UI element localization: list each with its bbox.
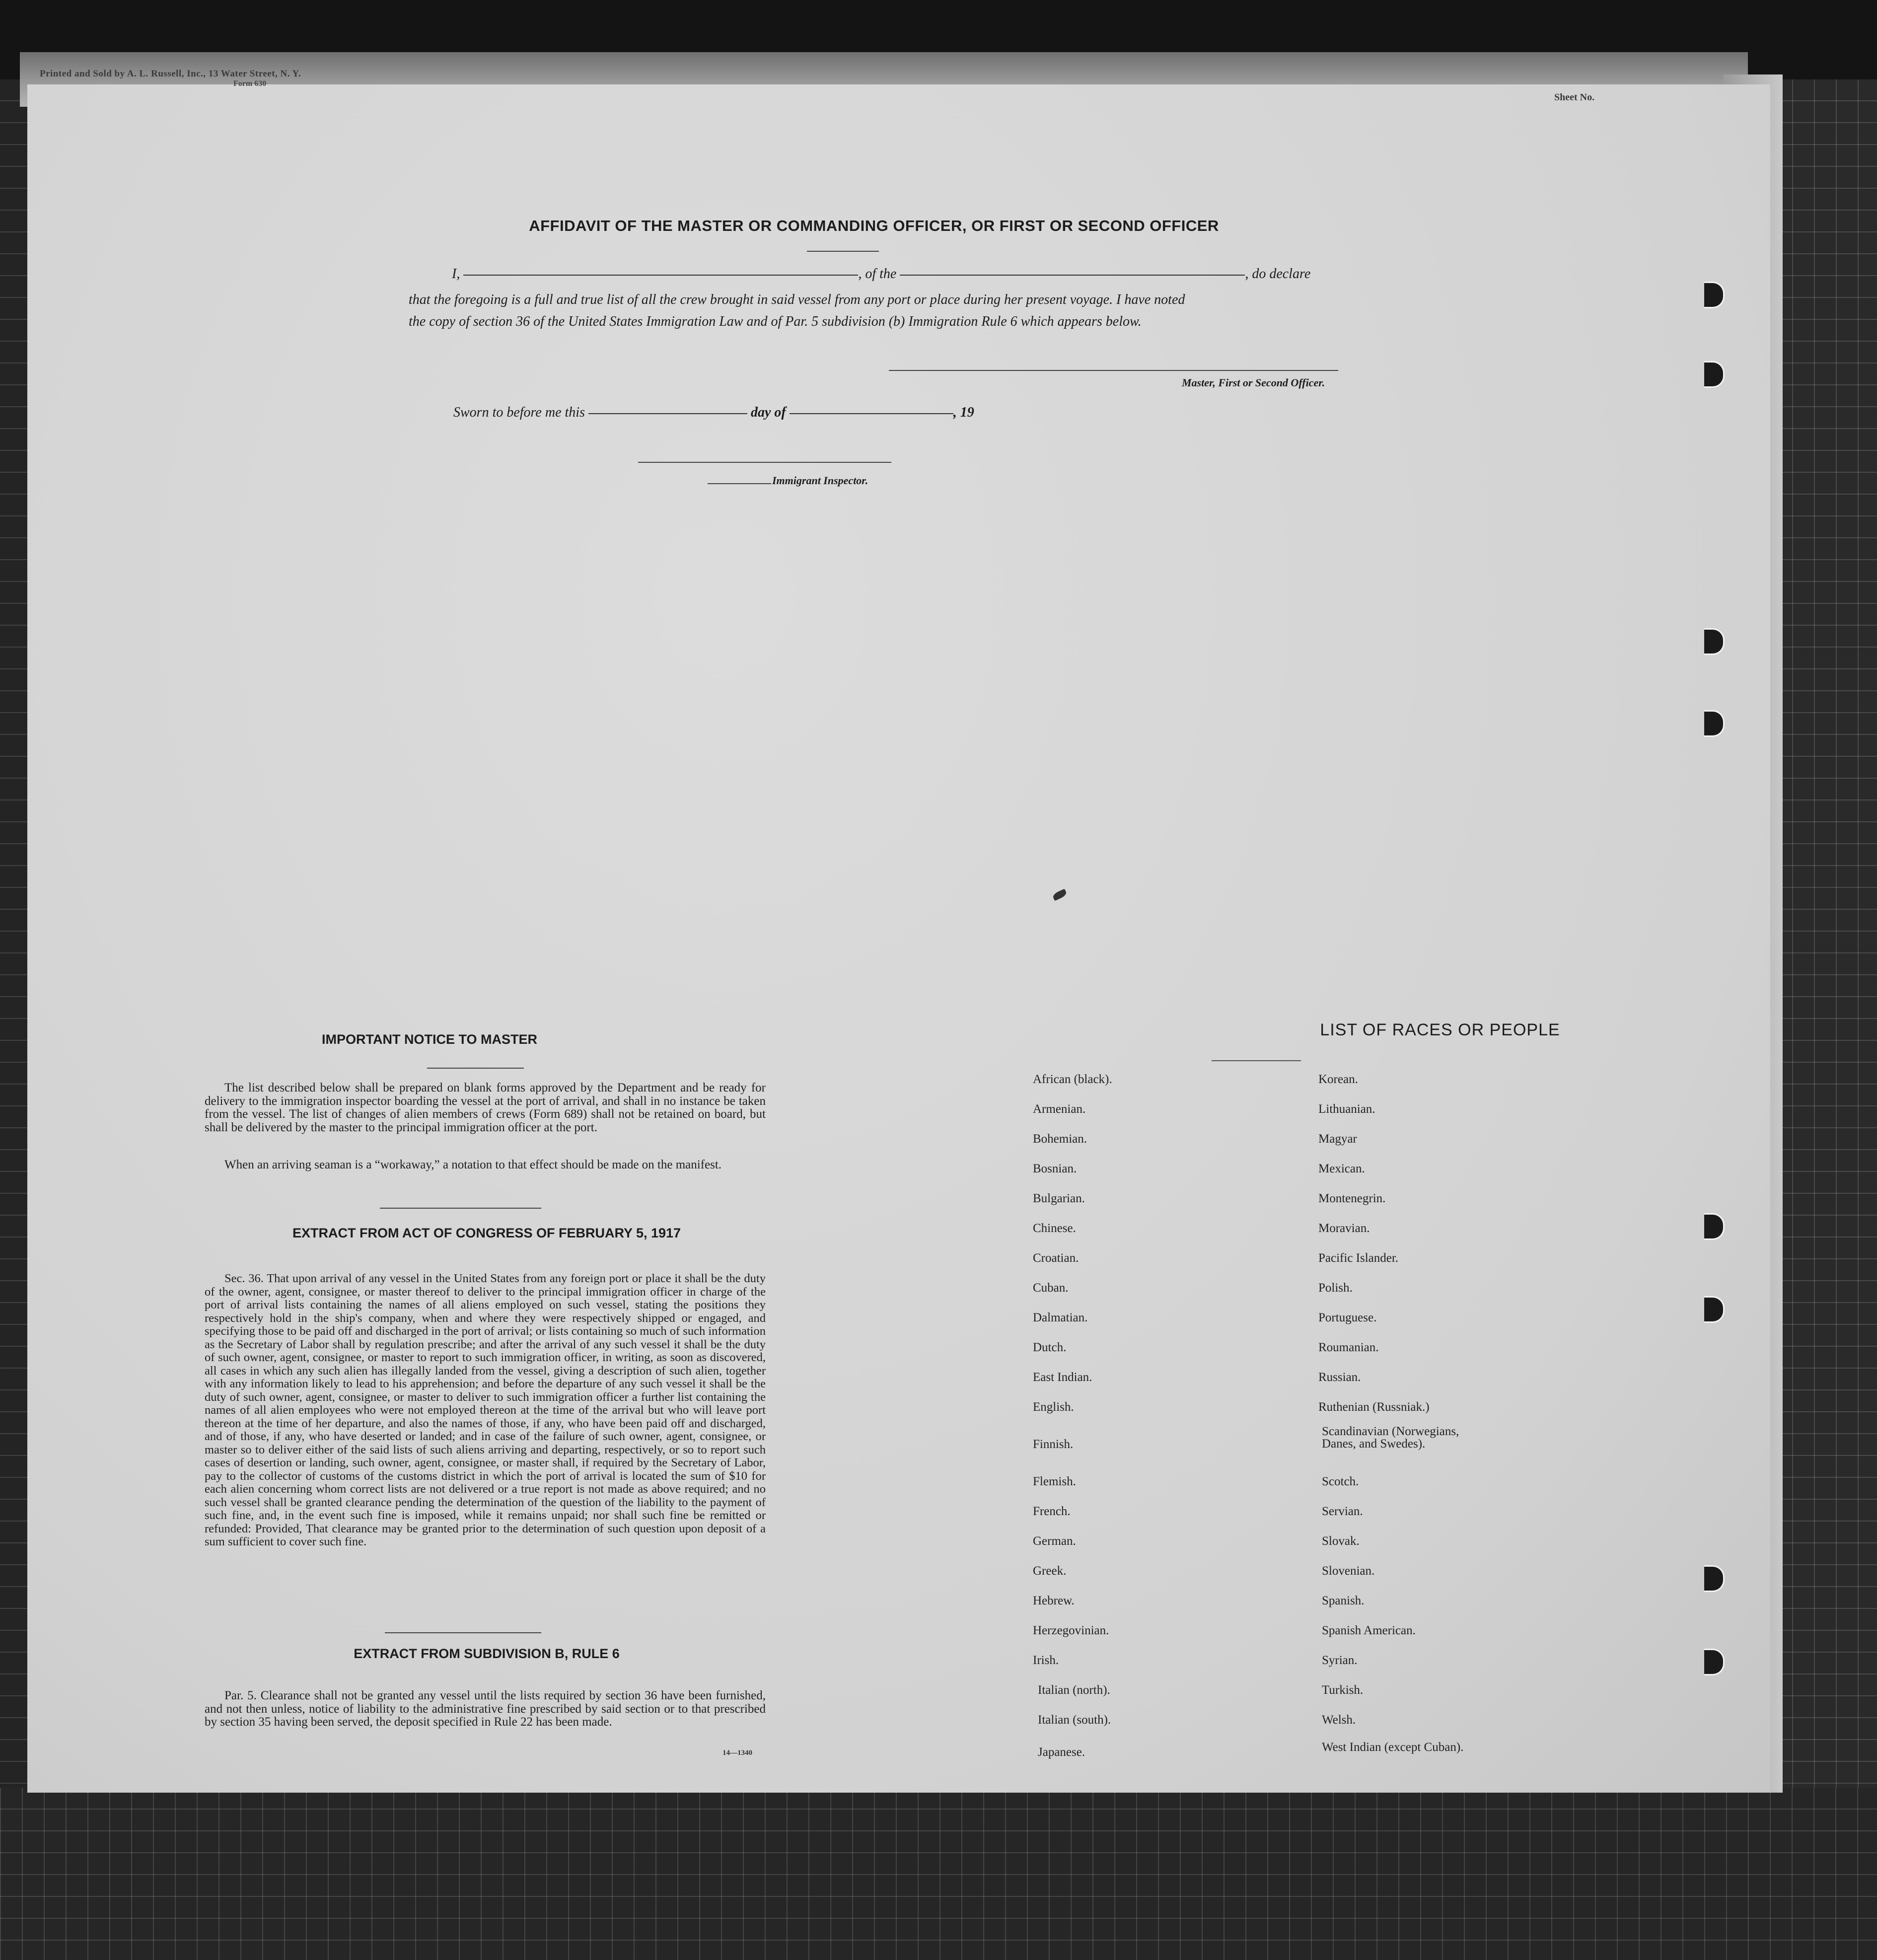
race-item: Italian (south). bbox=[1038, 1713, 1111, 1727]
race-item: African (black). bbox=[1033, 1073, 1112, 1086]
race-item: Portuguese. bbox=[1318, 1311, 1377, 1324]
notice-paragraph-2: When an arriving seaman is a “workaway,” a notation to that effect should be made on the manifest. bbox=[224, 1158, 722, 1171]
sworn-month-field[interactable] bbox=[790, 412, 953, 414]
race-item: Moravian. bbox=[1318, 1222, 1370, 1235]
binder-hole bbox=[1704, 1649, 1725, 1675]
race-item: Russian. bbox=[1318, 1371, 1361, 1384]
act-title: EXTRACT FROM ACT OF CONGRESS OF FEBRUARY 5, 1917 bbox=[292, 1226, 681, 1240]
race-item: Scotch. bbox=[1322, 1475, 1359, 1488]
race-item: German. bbox=[1033, 1534, 1076, 1548]
race-item: French. bbox=[1033, 1505, 1071, 1518]
master-name-field[interactable] bbox=[463, 274, 858, 276]
scan-background-left bbox=[0, 79, 27, 1788]
race-item: Dalmatian. bbox=[1033, 1311, 1088, 1324]
binder-hole bbox=[1704, 282, 1725, 308]
race-item: East Indian. bbox=[1033, 1371, 1092, 1384]
scan-background-bottom bbox=[0, 1788, 1877, 1960]
binder-hole bbox=[1704, 1565, 1725, 1592]
notice-paragraph-1: The list described below shall be prepared on blank forms approved by the Department and be ready for delivery to the immigration inspector boarding the vessel at the port of arrival, and shall in no instance be taken from the vessel. The list of changes of alien members of crews (Form 689) shall not be retained on board, but shall be delivered by the master to the principal immigration officer at the port. bbox=[205, 1081, 766, 1134]
race-item: Irish. bbox=[1033, 1654, 1059, 1667]
affidavit-line-1 bbox=[452, 266, 1310, 282]
affidavit-title: AFFIDAVIT OF THE MASTER OR COMMANDING OFFICER, OR FIRST OR SECOND OFFICER bbox=[529, 217, 1219, 234]
divider bbox=[385, 1632, 541, 1633]
race-item: Greek. bbox=[1033, 1564, 1067, 1578]
affidavit-i: I, bbox=[452, 266, 460, 282]
race-item: English. bbox=[1033, 1400, 1074, 1414]
race-item: Bulgarian. bbox=[1033, 1192, 1085, 1205]
divider bbox=[807, 251, 879, 252]
rule-paragraph: Par. 5. Clearance shall not be granted any vessel until the lists required by section 36 have been furnished, and not then unless, notice of liability to the administrative fine prescribed by said section or to that prescribed by section 35 having been served, the deposit specified in Rule 22 has been made. bbox=[205, 1689, 766, 1729]
binder-hole bbox=[1704, 628, 1725, 655]
race-item: Chinese. bbox=[1033, 1222, 1076, 1235]
race-item: Servian. bbox=[1322, 1505, 1363, 1518]
act-section-36: Sec. 36. That upon arrival of any vessel in the United States from any foreign port or place it shall be the duty of the owner, agent, consignee, or master thereof to deliver to the principal immigration officer in charge of the port of arrival lists containing the names of all aliens employed on such vessel, stating the positions they respectively hold in the ship's company, when and where they were respectively shipped or engaged, and specifying those to be paid off and discharged in the port of arrival; or lists containing so much of such information as the Secretary of Labor shall by regulation prescribe; and after the arrival of any such vessel it shall be the duty of such owner, agent, consignee, or master to report to such immigration officer, in writing, as soon as discovered, all cases in which any such alien has illegally landed from the vessel, giving a description of such alien, together with any information likely to lead to his apprehension; and before the departure of any such vessel it shall be the duty of such owner, agent, consignee, or master to deliver to such immigration officer a further list containing the names of all alien employees who were not employed thereon at the time of the arrival but who will leave port thereon at the time of her departure, and also the names of those, if any, who have been paid off and discharged, and of those, if any, who have deserted or landed; and in case of the failure of such owner, agent, consignee, or master so to deliver either of the said lists of such aliens arriving and departing, respectively, or so to report such cases of desertion or landing, such owner, agent, consignee, or master shall, if required by the Secretary of Labor, pay to the collector of customs of the customs district in which the port of arrival is located the sum of $10 for each alien concerning whom correct lists are not delivered or a true report is not made as above required; and no such vessel shall be granted clearance pending the determination of the question of the liability to the payment of such fine, and, in the event such fine is imposed, while it remains unpaid; nor shall such fine be remitted or refunded: Provided, That clearance may be granted prior to the determination of such question upon deposit of a sum sufficient to cover such fine. bbox=[205, 1272, 766, 1548]
race-item: Herzegovinian. bbox=[1033, 1624, 1109, 1637]
race-item: Montenegrin. bbox=[1318, 1192, 1386, 1205]
printer-imprint: Printed and Sold by A. L. Russell, Inc., 13 Water Street, N. Y. bbox=[40, 69, 301, 79]
sworn-day-of: day of bbox=[750, 405, 786, 420]
race-item: Ruthenian (Russniak.) bbox=[1318, 1400, 1430, 1414]
race-item: Flemish. bbox=[1033, 1475, 1076, 1488]
races-title: LIST OF RACES OR PEOPLE bbox=[1320, 1020, 1560, 1039]
race-item: Hebrew. bbox=[1033, 1594, 1075, 1607]
race-item: Roumanian. bbox=[1318, 1341, 1379, 1354]
sworn-line bbox=[453, 405, 974, 421]
race-item: Cuban. bbox=[1033, 1281, 1069, 1295]
race-item: Syrian. bbox=[1322, 1654, 1358, 1667]
race-item: Bosnian. bbox=[1033, 1162, 1077, 1175]
race-item: Pacific Islander. bbox=[1318, 1251, 1399, 1265]
sworn-year: , 19 bbox=[953, 405, 974, 420]
race-item: Bohemian. bbox=[1033, 1132, 1087, 1146]
inspector-signature-field[interactable] bbox=[638, 462, 891, 463]
race-item: Scandinavian (Norwegians, Danes, and Swedes). bbox=[1322, 1425, 1459, 1451]
affidavit-line-3: the copy of section 36 of the United States Immigration Law and of Par. 5 subdivision (b) Immigration Rule 6 which appears below. bbox=[409, 314, 1142, 329]
divider bbox=[380, 1208, 541, 1209]
notice-title: IMPORTANT NOTICE TO MASTER bbox=[322, 1032, 537, 1047]
scan-background-right bbox=[1770, 79, 1877, 1960]
race-item: Turkish. bbox=[1322, 1683, 1364, 1697]
race-item: Lithuanian. bbox=[1318, 1102, 1375, 1116]
vessel-name-field[interactable] bbox=[900, 274, 1245, 276]
race-item: Croatian. bbox=[1033, 1251, 1079, 1265]
spacer bbox=[1231, 1059, 1301, 1060]
race-item: Japanese. bbox=[1038, 1745, 1085, 1759]
form-number: Form 630 bbox=[233, 79, 267, 88]
race-item: Spanish. bbox=[1322, 1594, 1365, 1607]
race-item: Armenian. bbox=[1033, 1102, 1086, 1116]
affidavit-of-the: , of the bbox=[858, 266, 897, 282]
rule-title: EXTRACT FROM SUBDIVISION B, RULE 6 bbox=[354, 1646, 620, 1661]
master-signature-field[interactable] bbox=[889, 370, 1338, 371]
race-item: Mexican. bbox=[1318, 1162, 1365, 1175]
race-item: Spanish American. bbox=[1322, 1624, 1416, 1637]
divider bbox=[1212, 1060, 1301, 1061]
binder-hole bbox=[1704, 361, 1725, 388]
sworn-prefix: Sworn to before me this bbox=[453, 405, 585, 420]
race-item: Welsh. bbox=[1322, 1713, 1356, 1727]
race-item: Slovenian. bbox=[1322, 1564, 1375, 1578]
race-item: Polish. bbox=[1318, 1281, 1353, 1295]
race-item: Korean. bbox=[1318, 1073, 1358, 1086]
inspector-short-rule bbox=[708, 483, 771, 484]
binder-hole bbox=[1704, 1296, 1725, 1323]
inspector-caption: Immigrant Inspector. bbox=[772, 474, 868, 487]
race-item: Slovak. bbox=[1322, 1534, 1360, 1548]
job-number: 14—1340 bbox=[722, 1749, 752, 1757]
sheet-number-label: Sheet No. bbox=[1554, 92, 1595, 103]
binder-hole bbox=[1704, 1213, 1725, 1240]
affidavit-line-2: that the foregoing is a full and true list of all the crew brought in said vessel from any port or place during her present voyage. I have noted bbox=[409, 292, 1185, 307]
race-item: Magyar bbox=[1318, 1132, 1357, 1146]
sworn-date-field[interactable] bbox=[588, 412, 747, 414]
binder-hole bbox=[1704, 710, 1725, 737]
race-item: Dutch. bbox=[1033, 1341, 1067, 1354]
master-signature-caption: Master, First or Second Officer. bbox=[1182, 376, 1325, 389]
divider bbox=[427, 1068, 524, 1069]
race-item: West Indian (except Cuban). bbox=[1322, 1741, 1464, 1754]
affidavit-declare: , do declare bbox=[1245, 266, 1311, 282]
race-item: Finnish. bbox=[1033, 1438, 1074, 1451]
race-item: Italian (north). bbox=[1038, 1683, 1110, 1697]
